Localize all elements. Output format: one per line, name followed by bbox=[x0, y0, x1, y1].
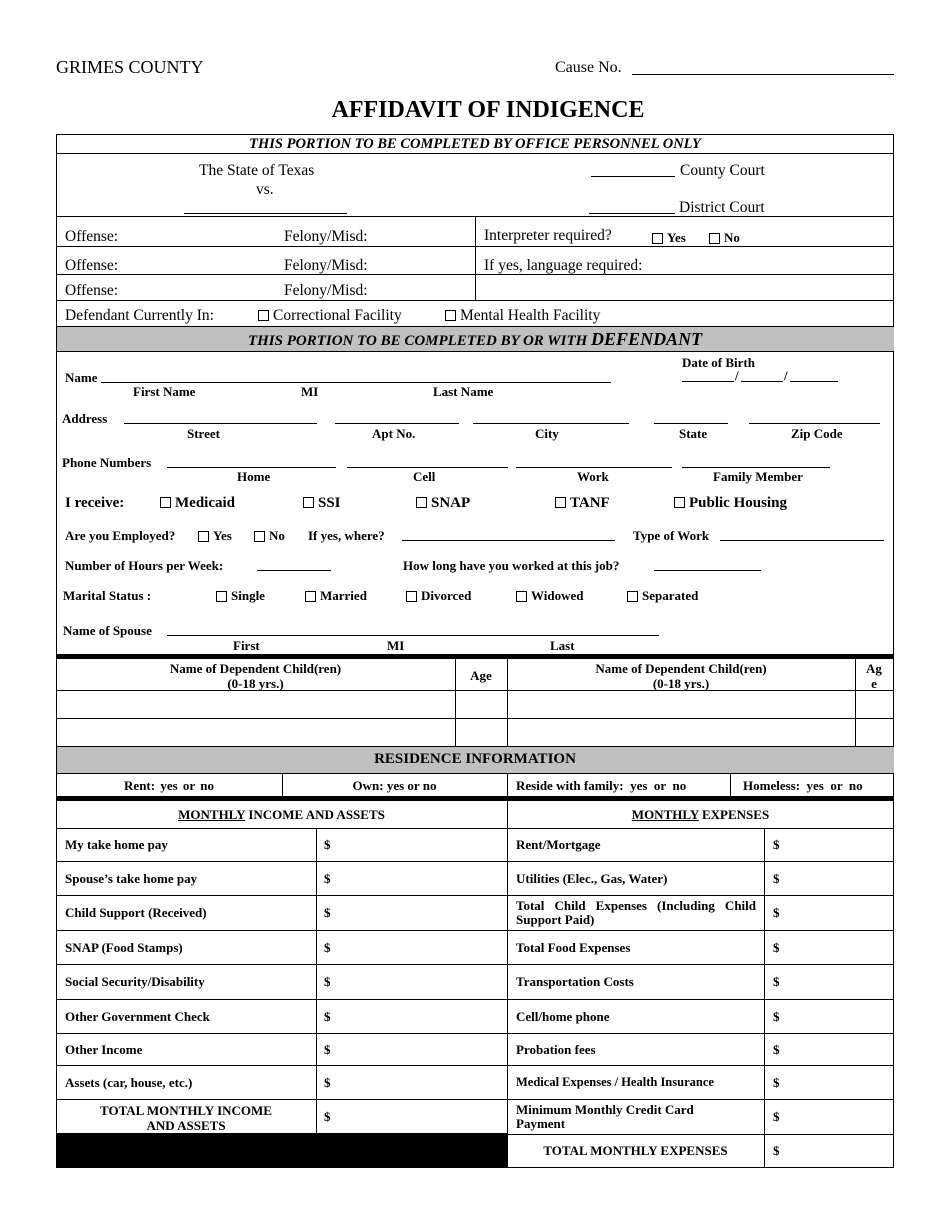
ssi-label: SSI bbox=[318, 495, 341, 511]
expense-row-label: Total Food Expenses bbox=[516, 939, 631, 955]
spouse-first-caption: First bbox=[233, 638, 260, 653]
how-long-label: How long have you worked at this job? bbox=[403, 558, 620, 573]
state-of-texas: The State of Texas bbox=[199, 162, 315, 179]
widowed-checkbox[interactable] bbox=[516, 588, 584, 604]
snap-label: SNAP bbox=[431, 495, 471, 511]
family-caption: Family Member bbox=[713, 469, 803, 484]
medicaid-label: Medicaid bbox=[175, 495, 235, 511]
dob-year-field[interactable] bbox=[790, 381, 838, 382]
cell-phone-field[interactable] bbox=[347, 467, 508, 468]
dependent-name-header-right: Name of Dependent Child(ren) (0-18 yrs.) bbox=[595, 661, 767, 691]
expense-amount[interactable]: $ bbox=[773, 837, 780, 852]
how-long-field[interactable] bbox=[654, 570, 761, 571]
dependent-age-header-left: Age bbox=[470, 668, 492, 683]
correctional-label: Correctional Facility bbox=[273, 307, 402, 324]
income-row-label: Spouse’s take home pay bbox=[65, 870, 198, 886]
city-field[interactable] bbox=[473, 423, 629, 424]
first-name-caption: First Name bbox=[133, 384, 196, 399]
employer-field[interactable] bbox=[402, 540, 615, 541]
homeless-option[interactable]: Homeless: yes or no bbox=[743, 778, 863, 793]
total-income-label: TOTAL MONTHLY INCOME AND ASSETS bbox=[100, 1103, 272, 1133]
expense-row-label: Rent/Mortgage bbox=[516, 837, 601, 852]
felony-misd-label-2: Felony/Misd: bbox=[284, 257, 368, 274]
expense-amount[interactable]: $ bbox=[773, 974, 780, 989]
widowed-label: Widowed bbox=[531, 588, 584, 603]
district-court-label: District Court bbox=[679, 199, 765, 216]
offense-label-2: Offense: bbox=[65, 257, 119, 274]
expenses-heading: MONTHLY EXPENSES bbox=[631, 807, 770, 822]
tanf-label: TANF bbox=[570, 495, 610, 511]
mental-health-checkbox[interactable] bbox=[445, 307, 600, 325]
defendant-in-label: Defendant Currently In: bbox=[65, 307, 214, 324]
offense-label-1: Offense: bbox=[65, 228, 119, 245]
own-option[interactable]: Own: yes or no bbox=[352, 778, 437, 793]
district-court-field[interactable] bbox=[589, 213, 675, 214]
employed-no-label: No bbox=[269, 528, 285, 543]
dependent-age-header-right: Ag e bbox=[866, 661, 882, 691]
employed-no-checkbox[interactable] bbox=[254, 528, 285, 544]
income-amount[interactable]: $ bbox=[324, 1074, 331, 1090]
city-caption: City bbox=[535, 426, 559, 441]
expense-amount[interactable]: $ bbox=[773, 1008, 780, 1024]
family-option[interactable]: Reside with family: yes or no bbox=[516, 778, 687, 793]
cause-number-field[interactable] bbox=[632, 74, 894, 75]
expense-amount[interactable]: $ bbox=[773, 870, 780, 886]
street-caption: Street bbox=[187, 426, 220, 441]
expense-row-label: Utilities (Elec., Gas, Water) bbox=[516, 870, 668, 886]
interpreter-yes-checkbox[interactable] bbox=[652, 230, 686, 246]
total-expenses-label: TOTAL MONTHLY EXPENSES bbox=[543, 1143, 728, 1158]
vs-label: vs. bbox=[256, 181, 274, 198]
residence-heading: RESIDENCE INFORMATION bbox=[374, 751, 576, 767]
name-label: Name bbox=[65, 370, 98, 385]
income-row-label: Child Support (Received) bbox=[65, 905, 207, 920]
expense-amount[interactable]: $ bbox=[773, 1109, 780, 1124]
home-phone-field[interactable] bbox=[167, 467, 336, 468]
expense-amount[interactable]: $ bbox=[773, 1074, 780, 1090]
state-field[interactable] bbox=[654, 423, 728, 424]
expense-row-label: Minimum Monthly Credit Card Payment bbox=[516, 1102, 694, 1131]
state-caption: State bbox=[679, 426, 708, 441]
home-caption: Home bbox=[237, 469, 271, 484]
interpreter-yes-label: Yes bbox=[667, 230, 686, 245]
expense-row-label: Cell/home phone bbox=[516, 1008, 610, 1024]
street-field[interactable] bbox=[124, 423, 317, 424]
income-amount[interactable]: $ bbox=[324, 1008, 331, 1024]
offense-label-3: Offense: bbox=[65, 282, 119, 299]
work-phone-field[interactable] bbox=[516, 467, 672, 468]
income-heading: MONTHLY INCOME AND ASSETS bbox=[178, 807, 385, 822]
separated-checkbox[interactable] bbox=[627, 588, 698, 604]
employed-label: Are you Employed? bbox=[65, 528, 176, 543]
spouse-last-caption: Last bbox=[550, 638, 575, 653]
divorced-checkbox[interactable] bbox=[406, 588, 471, 604]
county-court-label: County Court bbox=[680, 162, 765, 179]
total-income-amount[interactable]: $ bbox=[324, 1109, 331, 1124]
tanf-checkbox[interactable] bbox=[555, 495, 610, 512]
income-amount[interactable]: $ bbox=[324, 905, 331, 920]
work-caption: Work bbox=[577, 469, 609, 484]
married-checkbox[interactable] bbox=[305, 588, 367, 604]
public-housing-checkbox[interactable] bbox=[674, 495, 787, 512]
mi-caption: MI bbox=[301, 384, 319, 399]
single-label: Single bbox=[231, 588, 265, 603]
employed-yes-label: Yes bbox=[213, 528, 232, 543]
income-row-label: Other Income bbox=[65, 1041, 143, 1057]
dob-label: Date of Birth bbox=[682, 355, 755, 370]
income-row-label: Other Government Check bbox=[65, 1008, 210, 1024]
phone-label: Phone Numbers bbox=[62, 455, 152, 470]
dob-day-field[interactable] bbox=[741, 381, 783, 382]
ssi-checkbox[interactable] bbox=[303, 495, 341, 512]
expense-amount[interactable]: $ bbox=[773, 1041, 780, 1057]
county-court-field[interactable] bbox=[591, 176, 675, 177]
spouse-label: Name of Spouse bbox=[63, 623, 152, 638]
income-row-label: SNAP (Food Stamps) bbox=[65, 939, 183, 955]
hours-field[interactable] bbox=[257, 570, 331, 571]
divorced-label: Divorced bbox=[421, 588, 472, 603]
family-phone-field[interactable] bbox=[682, 467, 830, 468]
dob-month-field[interactable] bbox=[682, 381, 734, 382]
zip-field[interactable] bbox=[749, 423, 880, 424]
dob-sep-2: / bbox=[784, 368, 788, 383]
receive-label: I receive: bbox=[65, 495, 125, 511]
hours-label: Number of Hours per Week: bbox=[65, 558, 224, 573]
marital-label: Marital Status : bbox=[63, 588, 152, 603]
where-label: If yes, where? bbox=[308, 528, 385, 543]
income-amount[interactable]: $ bbox=[324, 870, 331, 886]
type-work-label: Type of Work bbox=[633, 528, 710, 543]
mental-health-label: Mental Health Facility bbox=[460, 307, 601, 324]
defendant-caption-field[interactable] bbox=[184, 213, 347, 214]
interpreter-no-checkbox[interactable] bbox=[709, 230, 740, 246]
defendant-section-heading: THIS PORTION TO BE COMPLETED BY OR WITH DEFENDANT bbox=[247, 329, 703, 349]
expense-amount[interactable]: $ bbox=[773, 939, 780, 955]
county-name: GRIMES COUNTY bbox=[56, 57, 204, 77]
income-amount[interactable]: $ bbox=[324, 974, 331, 989]
medicaid-checkbox[interactable] bbox=[160, 495, 235, 512]
type-work-field[interactable] bbox=[720, 540, 884, 541]
apt-caption: Apt No. bbox=[372, 426, 416, 441]
public-housing-label: Public Housing bbox=[689, 495, 787, 511]
expense-row-label: Medical Expenses / Health Insurance bbox=[516, 1075, 714, 1089]
correctional-checkbox[interactable] bbox=[258, 307, 402, 325]
total-expenses-amount[interactable]: $ bbox=[773, 1143, 780, 1158]
income-amount[interactable]: $ bbox=[324, 1041, 331, 1057]
dependent-name-header-left: Name of Dependent Child(ren) (0-18 yrs.) bbox=[169, 661, 342, 691]
office-section-heading: THIS PORTION TO BE COMPLETED BY OFFICE PERSONNEL ONLY bbox=[249, 136, 701, 152]
expense-row-label: Transportation Costs bbox=[516, 974, 634, 989]
interpreter-no-label: No bbox=[724, 230, 740, 245]
employed-yes-checkbox[interactable] bbox=[198, 528, 232, 544]
last-name-caption: Last Name bbox=[433, 384, 494, 399]
cell-caption: Cell bbox=[413, 469, 436, 484]
cause-label: Cause No. bbox=[555, 59, 622, 76]
name-field[interactable] bbox=[101, 382, 611, 383]
rent-option[interactable]: Rent: yes or no bbox=[124, 778, 214, 793]
zip-caption: Zip Code bbox=[791, 426, 843, 441]
interpreter-label: Interpreter required? bbox=[484, 227, 612, 244]
page-title: AFFIDAVIT OF INDIGENCE bbox=[331, 97, 645, 123]
apt-field[interactable] bbox=[335, 423, 459, 424]
dob-sep-1: / bbox=[735, 368, 739, 383]
address-label: Address bbox=[62, 411, 108, 426]
spouse-mi-caption: MI bbox=[387, 638, 405, 653]
snap-checkbox[interactable] bbox=[416, 495, 470, 512]
felony-misd-label-3: Felony/Misd: bbox=[284, 282, 368, 299]
income-row-label: My take home pay bbox=[65, 837, 168, 852]
spouse-name-field[interactable] bbox=[167, 635, 659, 636]
income-amount[interactable]: $ bbox=[324, 837, 331, 852]
blackout-block bbox=[56, 1133, 507, 1168]
income-row-label: Social Security/Disability bbox=[65, 974, 205, 989]
expense-row-label: Total Child Expenses (Including Child Support Paid) bbox=[516, 898, 756, 927]
income-amount[interactable]: $ bbox=[324, 939, 331, 955]
expense-row-label: Probation fees bbox=[516, 1041, 596, 1057]
felony-misd-label-1: Felony/Misd: bbox=[284, 228, 368, 245]
language-label: If yes, language required: bbox=[484, 257, 643, 274]
single-checkbox[interactable] bbox=[216, 588, 265, 604]
income-row-label: Assets (car, house, etc.) bbox=[65, 1074, 193, 1090]
expense-amount[interactable]: $ bbox=[773, 905, 780, 920]
separated-label: Separated bbox=[642, 588, 699, 603]
married-label: Married bbox=[320, 588, 367, 603]
